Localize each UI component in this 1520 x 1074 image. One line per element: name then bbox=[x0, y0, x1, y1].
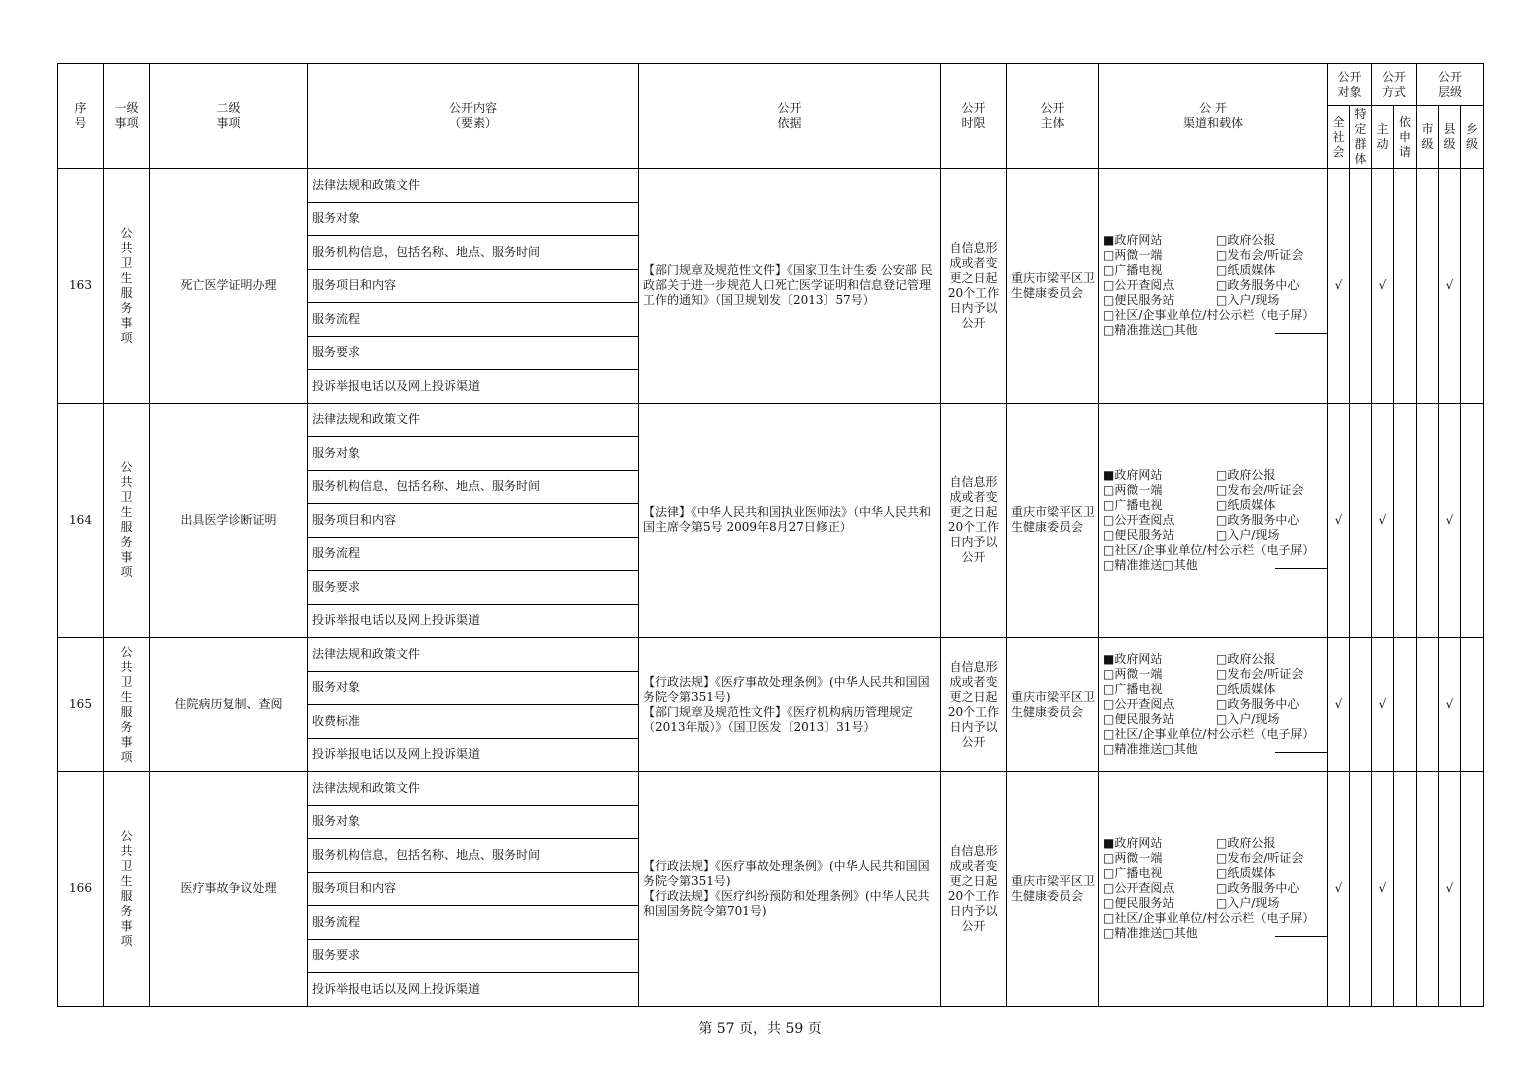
basis-text: 【部门规章及规范性文件】《国家卫生计生委 公安部 民政部关于进一步规范人口死亡医学证明和信息登记管理工作的通知》（国卫规划发〔2013〕57号） bbox=[643, 263, 933, 308]
channel-gov-site: ■政府网站 bbox=[1103, 836, 1163, 851]
content-item: 法律法规和政策文件 bbox=[308, 403, 639, 437]
target-specific-cell bbox=[1350, 772, 1372, 1007]
channel-two-micro: □两微一端 bbox=[1103, 482, 1163, 497]
seq-cell: 164 bbox=[58, 403, 104, 638]
level1-text: 公共卫生服务事项 bbox=[120, 225, 133, 345]
level1-text: 公共卫生服务事项 bbox=[120, 828, 133, 948]
content-item: 服务要求 bbox=[308, 336, 639, 370]
level2-cell: 医疗事故争议处理 bbox=[150, 772, 308, 1007]
level-city-cell bbox=[1417, 772, 1439, 1007]
subject-text: 重庆市梁平区卫生健康委员会 bbox=[1011, 689, 1096, 719]
header-target: 公开对象 bbox=[1328, 64, 1372, 106]
channel-convenience: □便民服务站 bbox=[1103, 712, 1175, 726]
time-limit-cell bbox=[941, 772, 1007, 1007]
channel-community: □社区/企事业单位/村公示栏（电子屏） bbox=[1103, 542, 1315, 557]
level1-text: 公共卫生服务事项 bbox=[120, 460, 133, 580]
channel-broadcast: □广播电视 bbox=[1103, 263, 1163, 278]
subject-text: 重庆市梁平区卫生健康委员会 bbox=[1011, 270, 1096, 300]
channel-convenience: □便民服务站 bbox=[1103, 527, 1175, 542]
channel-two-micro: □两微一端 bbox=[1103, 248, 1163, 263]
table-row bbox=[58, 772, 1484, 806]
target-all-cell: √ bbox=[1328, 772, 1350, 1007]
target-specific-cell bbox=[1350, 638, 1372, 772]
channel-gov-bulletin: □政府公报 bbox=[1216, 233, 1276, 248]
content-item: 服务机构信息，包括名称、地点、服务时间 bbox=[308, 470, 639, 504]
level1-cell bbox=[104, 772, 150, 1007]
level1-cell bbox=[104, 169, 150, 404]
basis-cell bbox=[639, 403, 941, 638]
basis-text: 【行政法规】《医疗纠纷预防和处理条例》(中华人民共和国国务院令第701号) bbox=[643, 888, 930, 918]
channel-door-to-door: □入户/现场 bbox=[1216, 293, 1280, 308]
target-all-cell: √ bbox=[1328, 403, 1350, 638]
channel-two-micro: □两微一端 bbox=[1103, 851, 1163, 866]
channel-precise-push: □精准推送 bbox=[1103, 323, 1163, 338]
level-county-cell: √ bbox=[1439, 638, 1461, 772]
level-city-cell bbox=[1417, 638, 1439, 772]
content-item: 服务项目和内容 bbox=[308, 504, 639, 538]
subject-cell bbox=[1007, 403, 1099, 638]
basis-text: 【行政法规】《医疗事故处理条例》(中华人民共和国国务院令第351号) bbox=[643, 858, 930, 888]
table-row bbox=[58, 638, 1484, 672]
channel-paper-media: □纸质媒体 bbox=[1216, 263, 1276, 278]
level-town-cell bbox=[1461, 638, 1484, 772]
channel-broadcast: □广播电视 bbox=[1103, 866, 1163, 881]
channel-other: □其他 bbox=[1162, 557, 1198, 572]
channel-cell bbox=[1099, 403, 1328, 638]
seq-cell: 163 bbox=[58, 169, 104, 404]
channel-gov-site: ■政府网站 bbox=[1103, 467, 1163, 482]
content-item: 服务对象 bbox=[308, 671, 639, 705]
method-request-cell bbox=[1394, 169, 1417, 404]
basis-cell bbox=[639, 772, 941, 1007]
subject-cell bbox=[1007, 169, 1099, 404]
seq-cell: 165 bbox=[58, 638, 104, 772]
channel-broadcast: □广播电视 bbox=[1103, 682, 1163, 696]
table-row bbox=[58, 169, 1484, 203]
channel-paper-media: □纸质媒体 bbox=[1216, 682, 1276, 696]
page-footer: 第 57 页，共 59 页 bbox=[698, 1021, 822, 1037]
target-all-cell: √ bbox=[1328, 169, 1350, 404]
channel-press-conf: □发布会/听证会 bbox=[1216, 851, 1304, 866]
other-blank-line bbox=[1275, 558, 1327, 569]
channel-other: □其他 bbox=[1162, 323, 1198, 338]
method-request-cell bbox=[1394, 772, 1417, 1007]
content-item: 服务项目和内容 bbox=[308, 872, 639, 906]
channel-community: □社区/企事业单位/村公示栏（电子屏） bbox=[1103, 727, 1315, 741]
level1-cell bbox=[104, 638, 150, 772]
channel-precise-push: □精准推送 bbox=[1103, 926, 1163, 941]
time-limit-cell bbox=[941, 638, 1007, 772]
channel-gov-site: ■政府网站 bbox=[1103, 652, 1163, 666]
channel-door-to-door: □入户/现场 bbox=[1216, 527, 1280, 542]
header-row bbox=[58, 64, 1484, 106]
header-method-request: 依申请 bbox=[1394, 106, 1417, 169]
basis-text: 【行政法规】《医疗事故处理条例》(中华人民共和国国务院令第351号) bbox=[643, 674, 930, 704]
channel-community: □社区/企事业单位/村公示栏（电子屏） bbox=[1103, 911, 1315, 926]
method-active-cell: √ bbox=[1372, 772, 1394, 1007]
channel-other: □其他 bbox=[1162, 742, 1198, 756]
channel-service-center: □政务服务中心 bbox=[1216, 881, 1300, 896]
method-request-cell bbox=[1394, 638, 1417, 772]
channel-cell bbox=[1099, 169, 1328, 404]
channel-door-to-door: □入户/现场 bbox=[1216, 712, 1280, 726]
channel-cell bbox=[1099, 638, 1328, 772]
target-specific-cell bbox=[1350, 169, 1372, 404]
channel-service-center: □政务服务中心 bbox=[1216, 697, 1300, 711]
content-item: 服务流程 bbox=[308, 303, 639, 337]
header-target-all: 全社会 bbox=[1328, 106, 1350, 169]
level2-cell: 住院病历复制、查阅 bbox=[150, 638, 308, 772]
header-method-active: 主动 bbox=[1372, 106, 1394, 169]
level2-cell: 出具医学诊断证明 bbox=[150, 403, 308, 638]
channel-gov-bulletin: □政府公报 bbox=[1216, 467, 1276, 482]
header-subject: 公开主体 bbox=[1007, 64, 1099, 169]
table-row bbox=[58, 403, 1484, 437]
channel-reading-point: □公开查阅点 bbox=[1103, 278, 1175, 293]
level1-cell bbox=[104, 403, 150, 638]
header-content: 公开内容 （要素） bbox=[308, 64, 639, 169]
content-item: 投诉举报电话以及网上投诉渠道 bbox=[308, 738, 639, 772]
channel-paper-media: □纸质媒体 bbox=[1216, 497, 1276, 512]
content-item: 服务要求 bbox=[308, 939, 639, 973]
subject-text: 重庆市梁平区卫生健康委员会 bbox=[1011, 873, 1096, 903]
channel-service-center: □政务服务中心 bbox=[1216, 512, 1300, 527]
basis-cell bbox=[639, 638, 941, 772]
content-item: 服务机构信息，包括名称、地点、服务时间 bbox=[308, 839, 639, 873]
channel-press-conf: □发布会/听证会 bbox=[1216, 482, 1304, 497]
channel-paper-media: □纸质媒体 bbox=[1216, 866, 1276, 881]
header-time-limit: 公开时限 bbox=[941, 64, 1007, 169]
level-city-cell bbox=[1417, 403, 1439, 638]
header-basis: 公开依据 bbox=[639, 64, 941, 169]
subject-cell bbox=[1007, 772, 1099, 1007]
content-item: 服务机构信息，包括名称、地点、服务时间 bbox=[308, 236, 639, 270]
header-seq: 序号 bbox=[58, 64, 104, 169]
channel-broadcast: □广播电视 bbox=[1103, 497, 1163, 512]
header-level1: 一级事项 bbox=[104, 64, 150, 169]
header-level: 公开层级 bbox=[1417, 64, 1484, 106]
level-city-cell bbox=[1417, 169, 1439, 404]
level-town-cell bbox=[1461, 169, 1484, 404]
content-item: 服务要求 bbox=[308, 571, 639, 605]
channel-gov-bulletin: □政府公报 bbox=[1216, 652, 1276, 666]
other-blank-line bbox=[1275, 323, 1327, 334]
content-item: 投诉举报电话以及网上投诉渠道 bbox=[308, 370, 639, 404]
content-item: 法律法规和政策文件 bbox=[308, 772, 639, 806]
channel-convenience: □便民服务站 bbox=[1103, 293, 1175, 308]
content-item: 投诉举报电话以及网上投诉渠道 bbox=[308, 604, 639, 638]
time-limit-cell bbox=[941, 403, 1007, 638]
level-county-cell: √ bbox=[1439, 772, 1461, 1007]
method-active-cell: √ bbox=[1372, 638, 1394, 772]
level-county-cell: √ bbox=[1439, 403, 1461, 638]
content-item: 法律法规和政策文件 bbox=[308, 169, 639, 203]
channel-reading-point: □公开查阅点 bbox=[1103, 881, 1175, 896]
other-blank-line bbox=[1275, 926, 1327, 937]
content-item: 服务对象 bbox=[308, 805, 639, 839]
channel-service-center: □政务服务中心 bbox=[1216, 278, 1300, 293]
method-active-cell: √ bbox=[1372, 403, 1394, 638]
basis-cell bbox=[639, 169, 941, 404]
seq-cell: 166 bbox=[58, 772, 104, 1007]
header-level-county: 县级 bbox=[1439, 106, 1461, 169]
level2-cell: 死亡医学证明办理 bbox=[150, 169, 308, 404]
channel-gov-bulletin: □政府公报 bbox=[1216, 836, 1276, 851]
channel-door-to-door: □入户/现场 bbox=[1216, 896, 1280, 911]
content-item: 服务流程 bbox=[308, 906, 639, 940]
other-blank-line bbox=[1275, 742, 1327, 753]
header-method: 公开方式 bbox=[1372, 64, 1417, 106]
time-limit-text: 自信息形成或者变更之日起20个工作日内予以公开 bbox=[947, 659, 1000, 749]
content-item: 服务项目和内容 bbox=[308, 269, 639, 303]
level-town-cell bbox=[1461, 403, 1484, 638]
time-limit-cell bbox=[941, 169, 1007, 404]
channel-precise-push: □精准推送 bbox=[1103, 742, 1163, 756]
channel-precise-push: □精准推送 bbox=[1103, 557, 1163, 572]
method-request-cell bbox=[1394, 403, 1417, 638]
header-level-city: 市级 bbox=[1417, 106, 1439, 169]
channel-reading-point: □公开查阅点 bbox=[1103, 512, 1175, 527]
channel-community: □社区/企事业单位/村公示栏（电子屏） bbox=[1103, 308, 1315, 323]
channel-other: □其他 bbox=[1162, 926, 1198, 941]
basis-text: 【部门规章及规范性文件】《医疗机构病历管理规定（2013年版）》（国卫医发〔2013〕31号） bbox=[643, 704, 914, 734]
level-county-cell: √ bbox=[1439, 169, 1461, 404]
content-item: 收费标准 bbox=[308, 705, 639, 739]
time-limit-text: 自信息形成或者变更之日起20个工作日内予以公开 bbox=[947, 475, 1000, 565]
channel-press-conf: □发布会/听证会 bbox=[1216, 248, 1304, 263]
level1-text: 公共卫生服务事项 bbox=[120, 644, 133, 764]
time-limit-text: 自信息形成或者变更之日起20个工作日内予以公开 bbox=[947, 240, 1000, 330]
method-active-cell: √ bbox=[1372, 169, 1394, 404]
content-item: 服务对象 bbox=[308, 202, 639, 236]
header-level2: 二级事项 bbox=[150, 64, 308, 169]
subject-text: 重庆市梁平区卫生健康委员会 bbox=[1011, 505, 1096, 535]
channel-press-conf: □发布会/听证会 bbox=[1216, 667, 1304, 681]
channel-cell bbox=[1099, 772, 1328, 1007]
disclosure-table bbox=[57, 63, 1484, 1007]
time-limit-text: 自信息形成或者变更之日起20个工作日内予以公开 bbox=[947, 843, 1000, 933]
content-item: 投诉举报电话以及网上投诉渠道 bbox=[308, 973, 639, 1007]
header-target-specific: 特定群体 bbox=[1350, 106, 1372, 169]
content-item: 服务流程 bbox=[308, 537, 639, 571]
header-level-town: 乡级 bbox=[1461, 106, 1484, 169]
subject-cell bbox=[1007, 638, 1099, 772]
target-all-cell: √ bbox=[1328, 638, 1350, 772]
channel-convenience: □便民服务站 bbox=[1103, 896, 1175, 911]
level-town-cell bbox=[1461, 772, 1484, 1007]
header-channel: 公 开 渠道和载体 bbox=[1099, 64, 1328, 169]
channel-gov-site: ■政府网站 bbox=[1103, 233, 1163, 248]
channel-reading-point: □公开查阅点 bbox=[1103, 697, 1175, 711]
content-item: 服务对象 bbox=[308, 437, 639, 471]
channel-two-micro: □两微一端 bbox=[1103, 667, 1163, 681]
target-specific-cell bbox=[1350, 403, 1372, 638]
basis-text: 【法律】《中华人民共和国执业医师法》（中华人民共和国主席令第5号 2009年8月27日修正） bbox=[643, 505, 932, 535]
content-item: 法律法规和政策文件 bbox=[308, 638, 639, 672]
